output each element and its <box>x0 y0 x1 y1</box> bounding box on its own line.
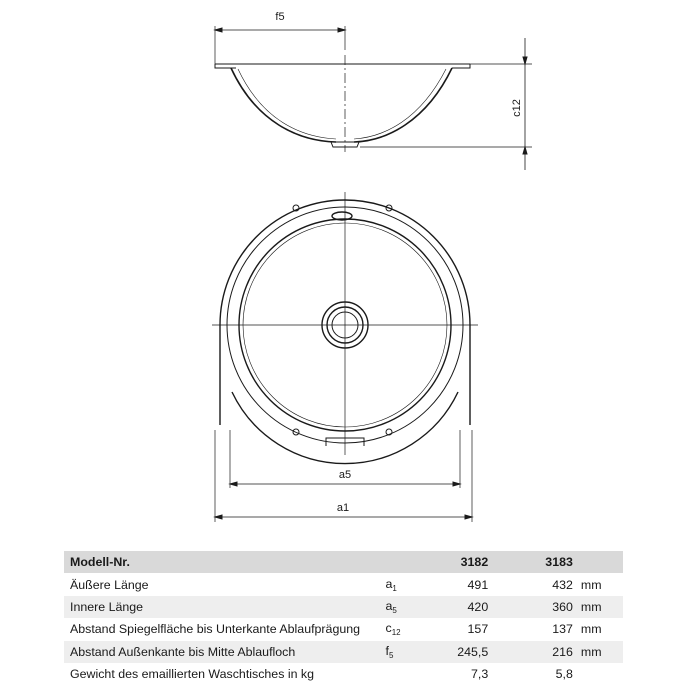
value-3183: 360 <box>492 596 577 618</box>
row-label: Innere Länge <box>64 596 378 618</box>
value-3182: 245,5 <box>418 641 492 663</box>
symbol-letter: a <box>385 576 393 591</box>
row-symbol <box>378 618 419 640</box>
value-3182: 491 <box>467 577 489 592</box>
row-label: Gewicht des emaillierten Waschtisches in kg <box>70 667 315 682</box>
table-header-row <box>64 551 623 573</box>
header-unit-cell <box>577 551 623 573</box>
unit: mm <box>580 622 602 637</box>
unit: mm <box>577 641 623 663</box>
header-symbol-cell <box>378 551 419 573</box>
value-3182: 157 <box>467 622 489 637</box>
symbol-letter: c <box>385 621 392 636</box>
table-row <box>64 618 623 640</box>
dim-label-f5: f5 <box>275 11 285 23</box>
value-3183: 432 <box>552 577 573 592</box>
unit: mm <box>580 577 602 592</box>
value-3182: 7,3 <box>470 667 489 682</box>
symbol-subscript: 1 <box>392 583 397 593</box>
table-row <box>64 596 623 618</box>
dim-label-a5: a5 <box>338 469 352 481</box>
header-model-3182: 3182 <box>418 551 492 573</box>
value-3183: 5,8 <box>555 667 573 682</box>
value-3183: 137 <box>552 622 573 637</box>
symbol-letter: f <box>385 643 389 658</box>
row-symbol <box>378 663 419 685</box>
symbol-letter: a <box>385 598 393 613</box>
value-3182: 420 <box>418 596 492 618</box>
symbol-subscript: 5 <box>388 650 394 660</box>
unit <box>577 663 623 685</box>
dim-label-a1: a1 <box>336 502 350 514</box>
table-row <box>64 663 623 685</box>
spec-table <box>64 551 623 685</box>
row-label: Äußere Länge <box>70 577 149 592</box>
unit: mm <box>577 596 623 618</box>
row-symbol <box>378 573 419 595</box>
header-model-3183: 3183 <box>492 551 577 573</box>
row-symbol <box>378 641 419 663</box>
row-symbol <box>378 596 419 618</box>
table-row <box>64 641 623 663</box>
row-label: Abstand Außenkante bis Mitte Ablaufloch <box>64 641 378 663</box>
symbol-subscript: 12 <box>391 628 401 638</box>
header-model-label: Modell-Nr. <box>64 551 378 573</box>
table-row <box>64 573 623 595</box>
value-3183: 216 <box>492 641 577 663</box>
symbol-subscript: 5 <box>392 605 397 615</box>
row-label: Abstand Spiegelfläche bis Unterkante Ablaufprägung <box>70 622 361 637</box>
side-view <box>215 26 532 170</box>
dim-label-c12: c12 <box>511 99 523 117</box>
